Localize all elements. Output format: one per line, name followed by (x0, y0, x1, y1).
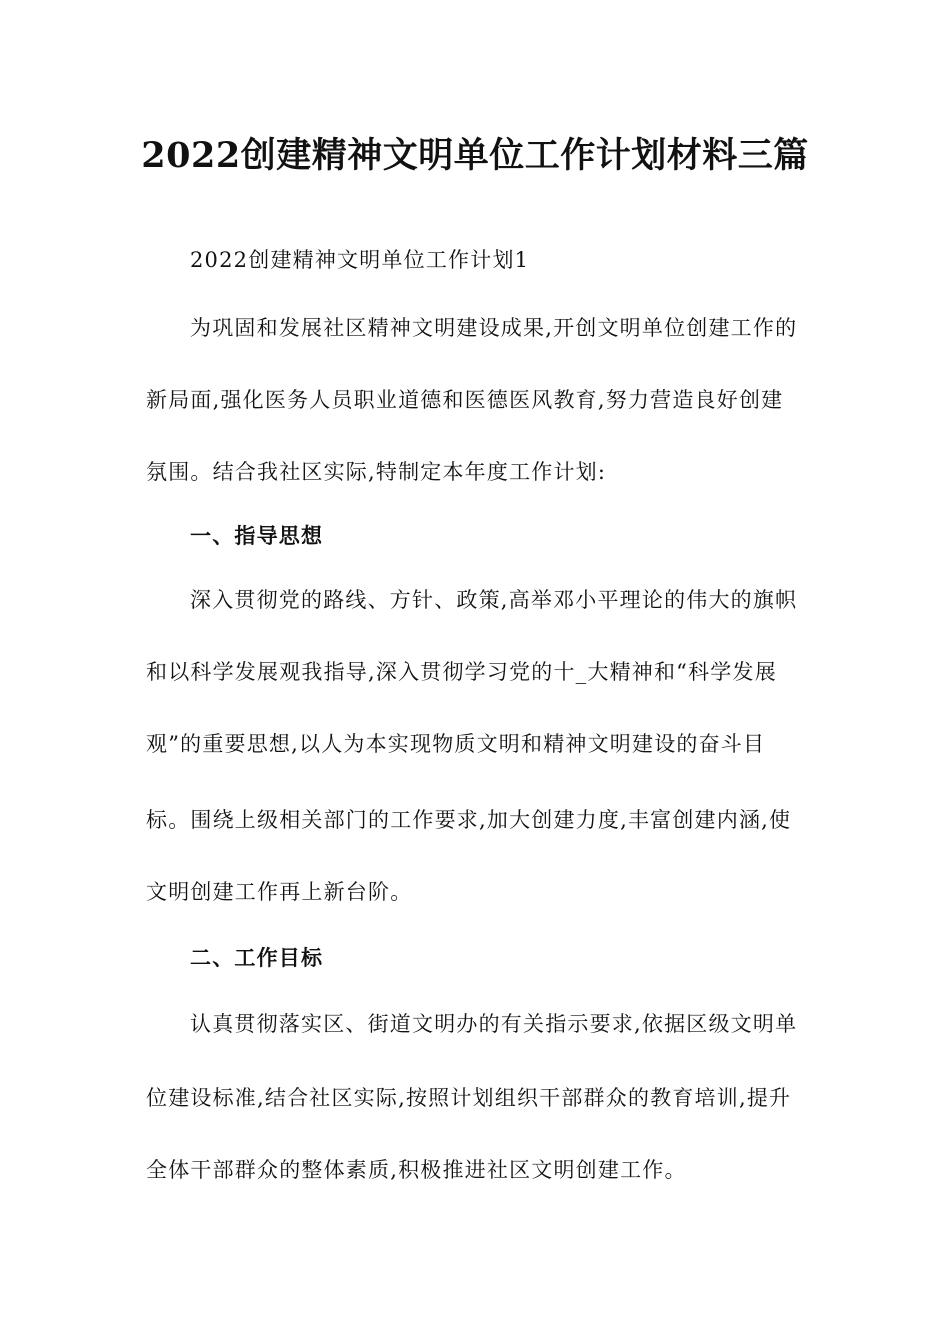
section1-line-1: 深入贯彻党的路线、方针、政策,高举邓小平理论的伟大的旗帜 (190, 588, 798, 612)
section1-line-4: 标。围绕上级相关部门的工作要求,加大创建力度,丰富创建内涵,使 (146, 808, 792, 832)
intro-line-1: 为巩固和发展社区精神文明建设成果,开创文明单位创建工作的 (190, 316, 798, 340)
section-heading-guiding-ideology: 一、指导思想 (190, 523, 324, 548)
section1-line-5: 文明创建工作再上新台阶。 (146, 880, 413, 904)
section-heading-work-goals: 二、工作目标 (190, 945, 324, 970)
section1-line-3: 观”的重要思想,以人为本实现物质文明和精神文明建设的奋斗目 (146, 732, 766, 756)
section2-line-1: 认真贯彻落实区、街道文明办的有关指示要求,依据区级文明单 (190, 1012, 798, 1036)
section2-line-2: 位建设标准,结合社区实际,按照计划组织干部群众的教育培训,提升 (146, 1086, 792, 1110)
plan-subtitle: 2022创建精神文明单位工作计划1 (190, 248, 530, 272)
section1-line-2: 和以科学发展观我指导,深入贯彻学习党的十_大精神和“科学发展 (146, 660, 777, 684)
document-title: 2022创建精神文明单位工作计划材料三篇 (141, 135, 809, 176)
intro-line-2: 新局面,强化医务人员职业道德和医德医风教育,努力营造良好创建 (146, 388, 784, 412)
section2-line-3: 全体干部群众的整体素质,积极推进社区文明创建工作。 (146, 1158, 687, 1182)
intro-line-3: 氛围。结合我社区实际,特制定本年度工作计划: (146, 460, 607, 484)
